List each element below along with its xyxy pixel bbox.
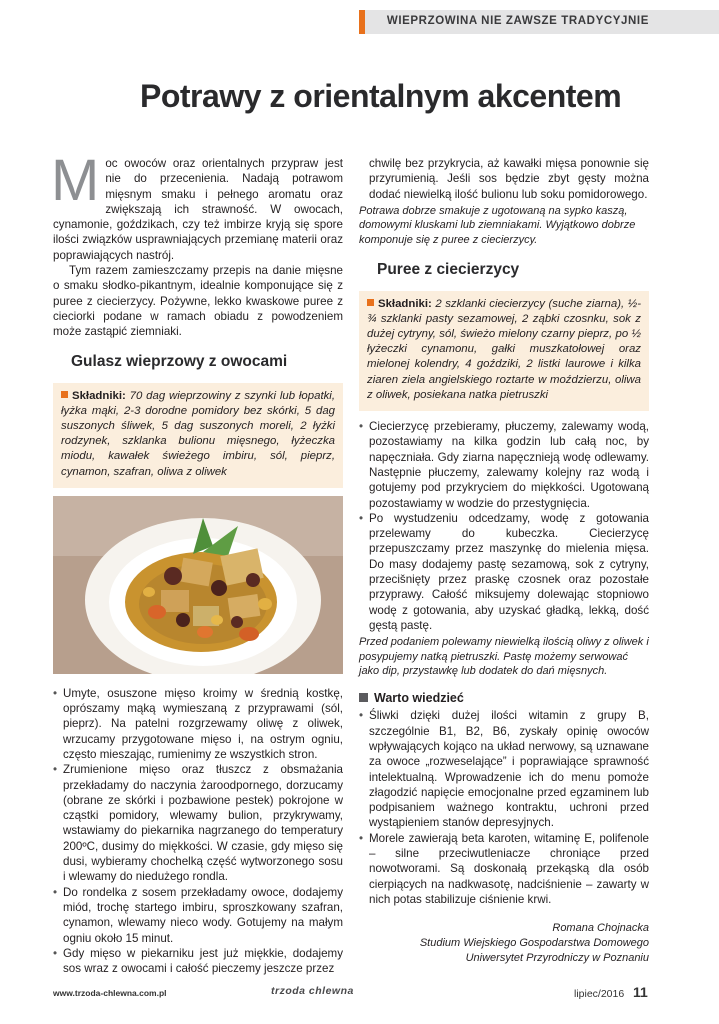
gulasz-heading: Gulasz wieprzowy z owocami xyxy=(71,352,288,370)
gulasz-ingredients-box xyxy=(53,383,343,488)
page-title: Potrawy z orientalnym akcentem xyxy=(140,78,622,114)
list-item: • Po wystudzeniu odcedzamy, wodę z gotowania przelewamy do kubeczka. Ciecierzycę przepuszczamy przez maszynkę do mielenia mięsa. Do masy dodajemy pastę sezamową, sok z cytryny, przecišnięty przez praskę czosnek oraz pozostałe przyprawy. Całość miksujemy dolewając stopniowo wodę z gotowania, aby uzyskać gładką, lekką, dość gęstą pastę. xyxy=(359,511,649,632)
puree-serving-note: Przed podaniem polewamy niewielką ilością oliwy z oliwek i posypujemy natką pietruszki. Pastę możemy serwować jako dip, przystawkę lub dodatek do dań mięsnych. xyxy=(359,636,649,678)
list-item: • Do rondelka z sosem przekładamy owoce, dodajemy miód, trochę startego imbiru, sproszkowany szafran, cynamon, wlewamy nieco wody. Gotujemy na małym ogniu około 15 minut. xyxy=(53,885,343,945)
list-item: • Ciecierzycę przebieramy, płuczemy, zalewamy wodą, pozostawiamy na kilka godzin lub całą noc, by napęczniała. Gdy ziarna napęcznieją wodę odlewamy. Następnie płuczemy, zalewamy kolejny raz wodą i gotujemy pod przykryciem do miękkości. Ugotowaną pozostawiamy w wodzie do przestygnięcia. xyxy=(359,420,649,510)
list-item: • Umyte, osuszone mięso kroimy w średnią kostkę, oprószamy mąką wymieszaną z przyprawami (sól, pieprz). Na patelni rozgrzewamy oliwę z oliwek, wrzucamy przygotowane mięso i, na ostrym ogniu, często mieszając, rumienimy ze wszystkich stron. xyxy=(53,686,343,761)
warto-heading: Warto wiedzieć xyxy=(359,691,649,706)
gulasz-ingredients-text: 70 dag wieprzowiny z szynki lub łopatki, łyżka mąki, 2-3 dorodne pomidory bez skórki, 5 dag suszonych śliwek, 5 dag suszonych moreli, 2 łyżki rodzynek, szklanka bulionu mięsnego, łyżeczka miodu, kawałek świeżego imbiru, sól, pieprz, cynamon, szafran, oliwa z oliwek xyxy=(61,389,335,478)
footer-url-link[interactable]: www.trzoda-chlewna.com.pl xyxy=(53,988,167,998)
list-item: • Gdy mięso w piekarniku jest już miękkie, dodajemy sos wraz z owocami i całość pieczemy jeszcze przez xyxy=(53,946,343,976)
gulasz-continuation: chwilę bez przykrycia, aż kawałki mięsa ponownie się przyrumienią. Jeśli sos będzie zbyt gęsty można dodać niewielką ilość bulionu lub soku pomidorowego. xyxy=(369,157,649,201)
page-number: 11 xyxy=(633,984,648,1000)
author-name: Romana Chojnacka xyxy=(552,922,649,935)
drop-cap: M xyxy=(51,148,100,213)
gulasz-steps-list xyxy=(53,686,343,977)
bullet-icon: • xyxy=(359,709,364,723)
section-header-band xyxy=(359,10,719,34)
author-affiliation-2: Uniwersytet Przyrodniczy w Poznaniu xyxy=(465,952,649,965)
bullet-icon: • xyxy=(53,763,58,777)
puree-heading: Puree z ciecierzycy xyxy=(377,260,520,278)
puree-ingredients-text: 2 szklanki ciecierzycy (suche ziarna), ½-¾ szklanki pasty sezamowej, 2 ząbki czosnku, sok z dużej cytryny, sól, świeżo mielony czarny pieprz, po ½ łyżeczki cynamonu, gałki muszkatołowej oraz mielonej kolendry, 4 goździki, 2 listki laurowe i kilka ziaren ziela angielskiego roztarte w moździerzu, oliwa z oliwek, posiekana natka pietruszki xyxy=(367,297,641,401)
dish-photo xyxy=(53,496,343,674)
list-item: • Śliwki dzięki dużej ilości witamin z grupy B, szczególnie B1, B2, B6, zyskały opinię owoców wpływających kojąco na układ nerwowy, są uznawane za owoce „rozweselające” i poprawiające sprawność intelektualną. Wprowadzenie ich do menu pomoże złagodzić napięcie emocjonalne przed egzaminem lub podpisaniem ważnego kontraktu, uchroni przed wystąpieniem stanów depresyjnych. xyxy=(359,709,649,830)
ingredients-label: Składniki: xyxy=(378,297,432,310)
left-column xyxy=(51,148,343,976)
list-item: • Morele zawierają beta karoten, witaminę E, polifenole – silne przeciwutleniacze chroniące przed nowotworami. Są doskonałą przekąską dla osób cierpiących na nadkwasotę, nadciśnienie – zawarty w nich potas stabilizuje ciśnienie krwi. xyxy=(359,831,649,906)
goulash-plate-illustration xyxy=(53,496,343,674)
section-title: WIEPRZOWINA NIE ZAWSZE TRADYCYJNIE xyxy=(386,15,649,27)
ingredients-label: Składniki: xyxy=(72,389,126,402)
bullet-icon: • xyxy=(359,420,364,434)
intro-paragraph-2: Tym razem zamieszczamy przepis na danie mięsne o smaku słodko-pikantnym, idealnie komponujące się z puree z ciecierzycy. Pożywne, lekko kwaskowe puree z cieciorki podane w ramach obiadu z powodzeniem może zastąpić ziemniaki. xyxy=(53,264,343,339)
right-column xyxy=(359,156,649,966)
gulasz-serving-note: Potrawa dobrze smakuje z ugotowaną na sypko kaszą, domowymi kluskami lub ziemniakami. Wyjątkowo dobrze komponuje się z puree z ciecierzycy. xyxy=(359,204,636,247)
square-bullet-icon xyxy=(359,693,368,702)
author-signature xyxy=(359,921,649,966)
warto-list xyxy=(359,708,649,907)
author-affiliation-1: Studium Wiejskiego Gospodarstwa Domowego xyxy=(419,937,649,950)
bullet-icon: • xyxy=(53,885,58,899)
square-bullet-icon xyxy=(61,391,68,398)
list-item: • Zrumienione mięso oraz tłuszcz z obsmażania przekładamy do naczynia żaroodpornego, dorzucamy (obrane ze skórki i pozbawione pestek) pokrojone w cząstki pomidory, wlewamy bulion, przykrywamy, wstawiamy do piekarnika nagrzanego do temperatury 200ºC, dusimy do miękkości. W czasie, gdy mięso się dusi, wybieramy chochelką część wytworzonego sosu i wlewamy do niedużego rondla. xyxy=(53,763,343,884)
square-bullet-icon xyxy=(367,299,374,306)
puree-ingredients-box xyxy=(359,291,649,411)
puree-steps-list xyxy=(359,419,649,633)
footer-brand-logo: trzoda chlewna xyxy=(271,985,354,997)
footer-date: lipiec/2016 xyxy=(574,988,625,1000)
intro-paragraph: Moc owoców oraz orientalnych przypraw jest nie do przecenienia. Nadają potrawom mięsnym smaku i pełnego aromatu oraz zwiększają ich strawność. W owocach, cynamonie, goździkach, czy też imbirze kryją się spore ilości związków usprawniających przemianę materii oraz poprawiających nastrój. xyxy=(51,148,343,262)
bullet-icon: • xyxy=(359,511,364,525)
bullet-icon: • xyxy=(53,686,58,700)
bullet-icon: • xyxy=(53,946,58,960)
bullet-icon: • xyxy=(359,831,364,845)
